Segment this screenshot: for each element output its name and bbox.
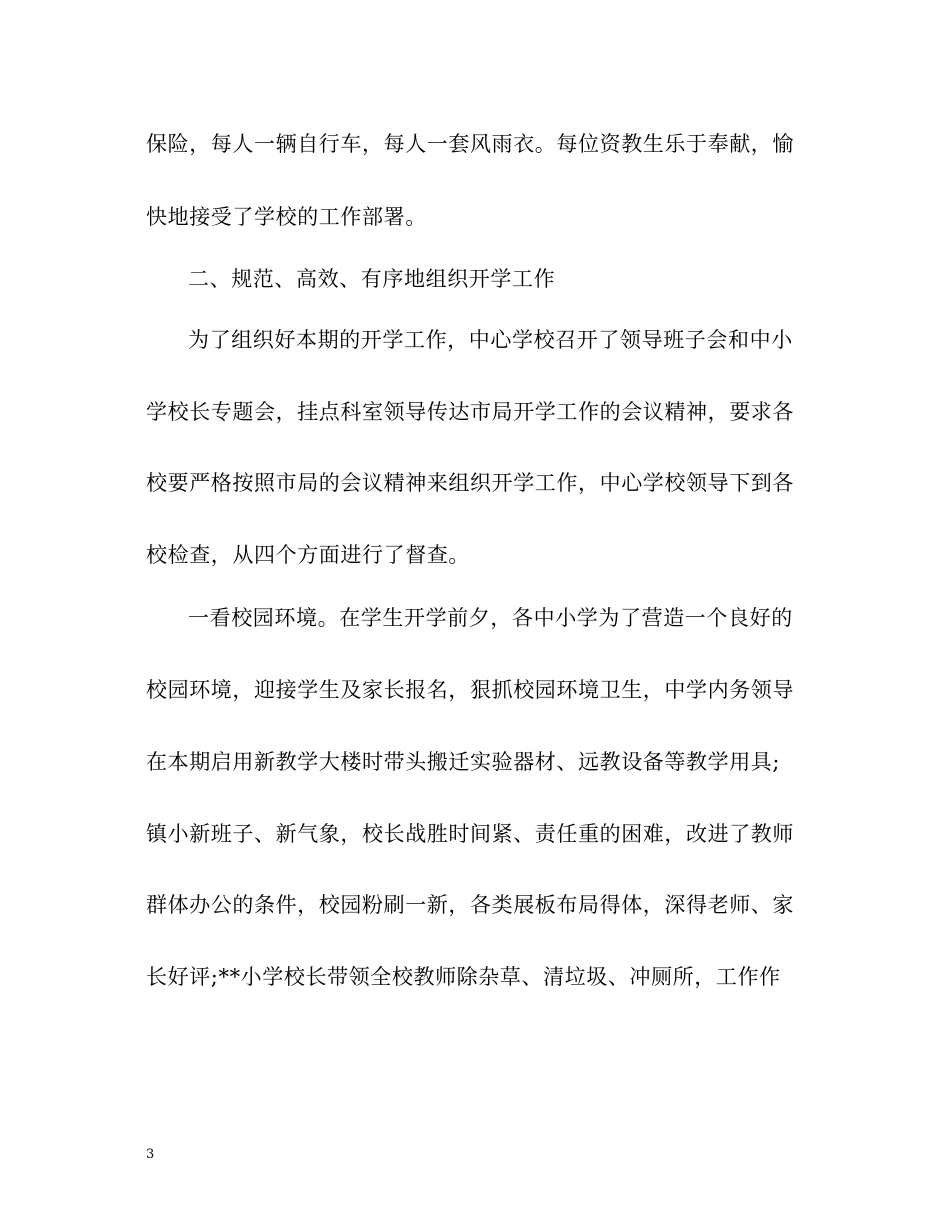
page-number: 3 xyxy=(146,1147,155,1162)
text-line: 镇小新班子、新气象，校长战胜时间紧、责任重的困难，改进了教师 xyxy=(146,822,794,846)
text-line: 群体办公的条件，校园粉刷一新，各类展板布局得体，深得老师、家 xyxy=(146,893,794,917)
text-line: 保险，每人一辆自行车，每人一套风雨衣。每位资教生乐于奉献，愉 xyxy=(146,132,794,156)
text-line: 在本期启用新教学大楼时带头搬迁实验器材、远教设备等教学用具; xyxy=(146,750,781,774)
text-line: 长好评;**小学校长带领全校教师除杂草、清垃圾、冲厕所，工作作 xyxy=(146,965,781,989)
text-line: 为了组织好本期的开学工作，中心学校召开了领导班子会和中小 xyxy=(188,328,793,352)
section-heading: 二、规范、高效、有序地组织开学工作 xyxy=(188,267,556,291)
text-line: 学校长专题会，挂点科室领导传达市局开学工作的会议精神，要求各 xyxy=(146,400,794,424)
text-line: 一看校园环境。在学生开学前夕，各中小学为了营造一个良好的 xyxy=(188,606,793,630)
text-line: 校检查，从四个方面进行了督查。 xyxy=(146,543,470,567)
text-line: 快地接受了学校的工作部署。 xyxy=(146,205,427,229)
text-line: 校要严格按照市局的会议精神来组织开学工作，中心学校领导下到各 xyxy=(146,471,794,495)
text-line: 校园环境，迎接学生及家长报名，狠抓校园环境卫生，中学内务领导 xyxy=(146,678,794,702)
